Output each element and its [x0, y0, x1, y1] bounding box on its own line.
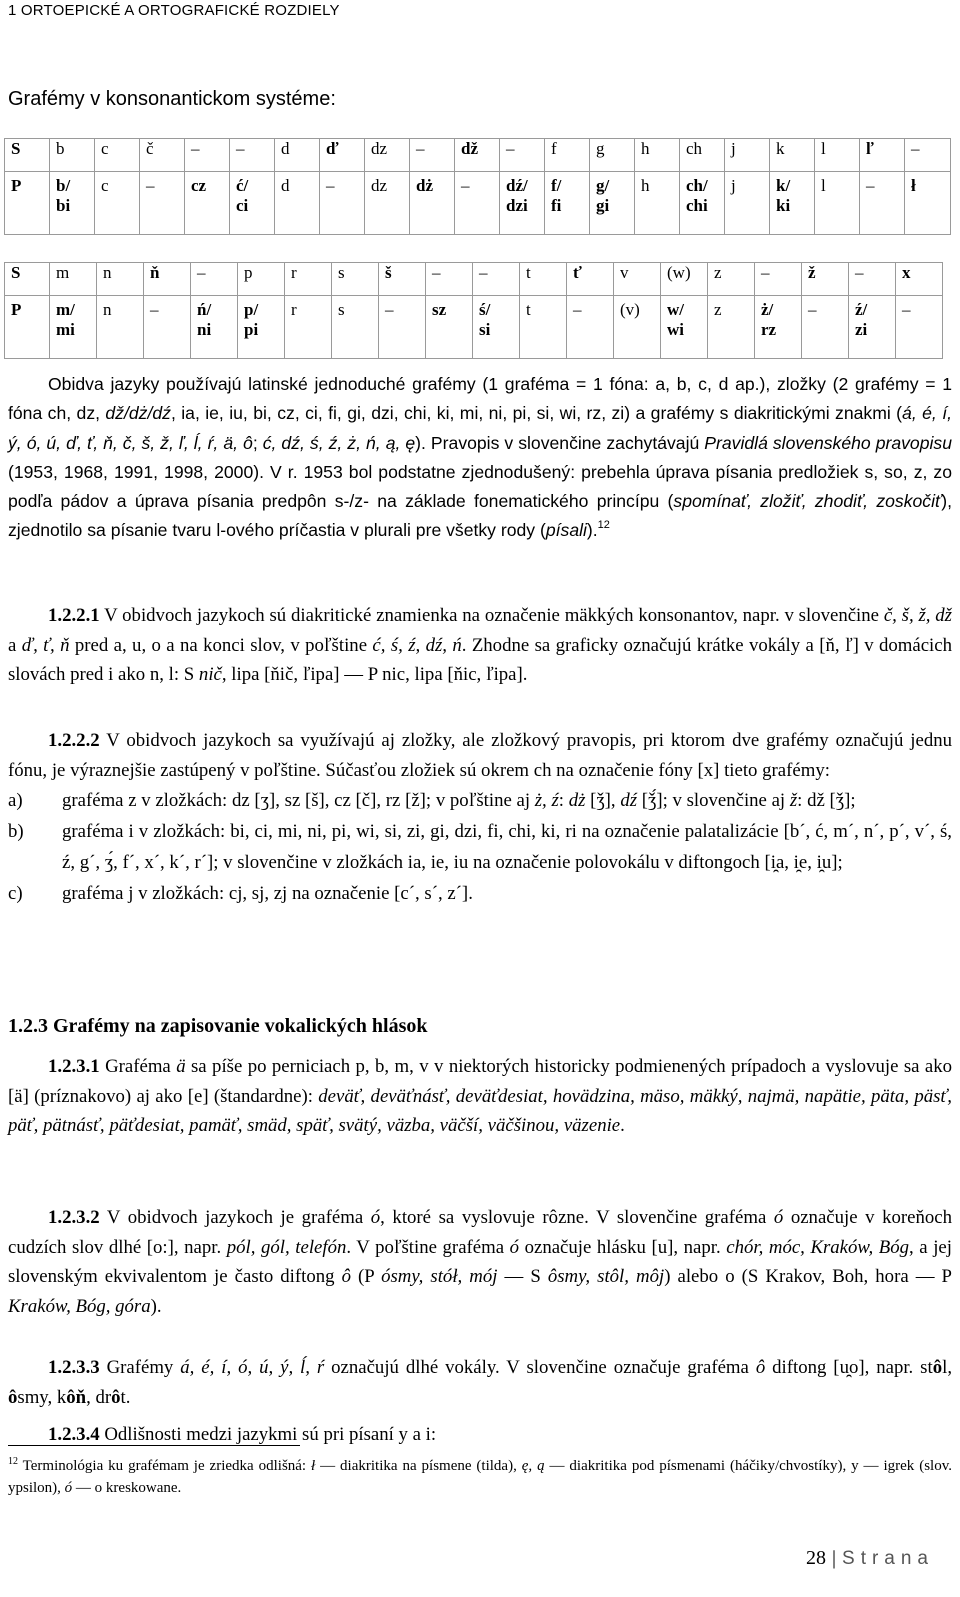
list-marker: b) [8, 821, 24, 842]
table2-p-row [5, 296, 943, 359]
text-run: graféma i v zložkách: bi, ci, mi, ni, pi, wi, si, zi, gi, dzi, fi, chi, ki, ri na označenie palatalizácie [b´, ć, m´, n´, p´, v´, ś, ź, g´, ʒ́, f´, x´, k´, r´]; v slovenčine v zložkách ia, ie, iu na označenie polovokálu v diftongoch [i̯a, i̯e, i̯u]; [62, 821, 952, 873]
text-run: — diakritika pod písmenami (háčiky/chvostíky), y — igrek (slov. ypsilon), [8, 1458, 952, 1496]
text-run: , dr [86, 1386, 112, 1408]
section-number: 1.2.3.3 [48, 1357, 100, 1378]
table-cell: w/ wi [661, 296, 708, 359]
table-cell: dž [455, 139, 500, 172]
text-run: l, [942, 1357, 953, 1378]
text-run: graféma j v zložkách: cj, sj, zj na označenie [c´, s´, z´]. [62, 883, 473, 904]
footer-label: Strana [842, 1548, 934, 1569]
table-cell: k/ ki [770, 172, 815, 235]
text-run: t. [120, 1386, 131, 1408]
table-cell: ź/ zi [849, 296, 896, 359]
text-run: označuje v koreňoch cudzích slov dlhé [o:], napr. [8, 1207, 952, 1258]
italic-run: č, š, ž, dž [883, 605, 952, 626]
table-cell: g [590, 139, 635, 172]
italic-run: ó [370, 1207, 381, 1228]
paragraph-text [8, 1203, 952, 1321]
table-cell: f [545, 139, 590, 172]
italic-run: ł [311, 1458, 316, 1474]
table-cell: f/ fi [545, 172, 590, 235]
table-cell: c [95, 139, 140, 172]
page-number: 28 [806, 1547, 826, 1569]
italic-run: ć, dź, ś, ź, ż, ń, ą, ę [262, 432, 416, 453]
table1-s-row [5, 139, 951, 172]
table-cell: P [5, 296, 50, 359]
italic-run: ó [64, 1480, 73, 1496]
table-cell: z [708, 296, 755, 359]
grapheme-table-1 [4, 138, 951, 235]
table-cell: dz [365, 139, 410, 172]
text-run: : [558, 790, 569, 811]
table-cell: ć/ ci [230, 172, 275, 235]
table-cell: š [379, 263, 426, 296]
text-run: pred a, u, o a na konci slov, v poľštine [69, 634, 373, 656]
text-run: . Zhodne sa graficky označujú krátke vokály a [ň, ľ] v domácich slovách pred i ako n, l: S [8, 634, 952, 685]
table-cell: ś/ si [473, 296, 520, 359]
section-1-2-3-2 [8, 1203, 952, 1321]
text-run: diftong [u̯o], napr. st [765, 1357, 933, 1378]
bold-run: ô [932, 1357, 943, 1378]
text-run: [ǯ́]; v slovenčine aj [637, 790, 790, 811]
table-cell: – [567, 296, 614, 359]
table-cell: ch [680, 139, 725, 172]
italic-run: ósmy, stół, mój [381, 1266, 498, 1287]
section-heading: Grafémy v konsonantickom systéme: [8, 88, 336, 110]
table-cell: dz [365, 172, 410, 235]
italic-run: spomínať, zložiť, zhodiť, zoskočiť [673, 491, 942, 512]
table-cell: ň [144, 263, 191, 296]
table1-p-row [5, 172, 951, 235]
italic-run: ó [773, 1207, 784, 1228]
text-run: , a jej slovenským ekvivalentom je často diftong [8, 1236, 952, 1287]
section-1-2-3-1 [8, 1052, 952, 1141]
table-cell: c [95, 172, 140, 235]
table-cell: ľ [860, 139, 905, 172]
table-cell: – [379, 296, 426, 359]
table-cell: d [275, 139, 320, 172]
text-run: , ktoré sa vyslovuje rôzne. V slovenčine graféma [380, 1207, 774, 1228]
table-cell: j [725, 172, 770, 235]
italic-run: dż [568, 790, 586, 811]
italic-run: Kraków, Bóg, góra [8, 1295, 151, 1317]
footnote-number: 12 [8, 1456, 18, 1467]
table-cell: – [849, 263, 896, 296]
text-run: (1953, 1968, 1991, 1998, 2000). V r. 1953 bol podstatne zjednodušený: prebehla úprava písania predložiek s, so, z, zo podľa pádov a úprava písania predpôn s-/z- na základe fonematického princípu ( [8, 461, 952, 512]
italic-run: ó [509, 1236, 520, 1258]
paragraph-graphemes [8, 370, 952, 546]
list-item [8, 785, 952, 816]
table-cell: l [815, 139, 860, 172]
text-run: ). Pravopis v slovenčine zachytávajú [415, 432, 705, 453]
text-run: . V poľštine graféma [346, 1236, 510, 1258]
text-run: V obidvoch jazykoch sú diakritické znamienka na označenie mäkkých konsonantov, napr. v slovenčine [99, 605, 884, 626]
table-cell: (v) [614, 296, 661, 359]
table-cell: d [275, 172, 320, 235]
list-marker: a) [8, 790, 23, 811]
table-cell: – [230, 139, 275, 172]
italic-run: ę, ą [521, 1458, 545, 1474]
text-run: , ia, ie, iu, bi, cz, ci, fi, gi, dzi, chi, ki, mi, ni, pi, si, wi, rz, zi) a grafémy s diakritickými znakmi ( [170, 403, 903, 424]
section-number: 1.2.2.2 [48, 730, 100, 751]
table-cell: – [410, 139, 455, 172]
table-cell: – [905, 139, 951, 172]
text-run: graféma z v zložkách: dz [ʒ], sz [š], cz [č], rz [ž]; v poľštine aj [62, 790, 535, 811]
table-cell: – [500, 139, 545, 172]
table-cell: j [725, 139, 770, 172]
section-1-2-2-1 [8, 601, 952, 690]
table-cell: v [614, 263, 661, 296]
section-number: 1.2.3.4 [48, 1424, 100, 1445]
italic-run: pól, gól, telefón [226, 1236, 347, 1258]
table-cell: m/ mi [50, 296, 97, 359]
table-cell: h [635, 139, 680, 172]
table-cell: cz [185, 172, 230, 235]
italic-run: ä [176, 1056, 186, 1077]
table-cell: ł [905, 172, 951, 235]
italic-run: deväť, deväťnásť, deväťdesiat, hovädzina, mäso, mäkký, najmä, napätie, päta, päsť, päť, pätnásť, päťdesiat, pamäť, smäd, späť, svätý, väzba, väčší, väčšinou, väzenie [8, 1085, 953, 1136]
section-number: 1.2.2.1 [48, 605, 100, 626]
table-cell: – [140, 172, 185, 235]
table-cell: h [635, 172, 680, 235]
table-cell: r [285, 263, 332, 296]
bold-run: ô [111, 1386, 121, 1408]
italic-run: ô [341, 1266, 351, 1287]
italic-run: dź [620, 790, 638, 811]
table-cell: – [755, 263, 802, 296]
grapheme-table-2 [4, 262, 943, 359]
table-cell: ť [567, 263, 614, 296]
table-cell: dż [410, 172, 455, 235]
text-run: . [620, 1115, 625, 1136]
list-item [8, 816, 952, 878]
table-cell: ď [320, 139, 365, 172]
table-cell: b [50, 139, 95, 172]
table-cell: m [50, 263, 97, 296]
bold-run: ô [8, 1386, 18, 1408]
italic-run: ď, ť, ň [21, 634, 70, 656]
italic-run: písali [545, 520, 587, 541]
table-cell: – [455, 172, 500, 235]
italic-run: ž [789, 790, 798, 811]
footer-separator: | [832, 1547, 837, 1569]
italic-run: ć, ś, ź, dź, ń [372, 634, 462, 656]
text-run: Grafémy [99, 1357, 181, 1378]
text-run: ), zjednotilo sa písanie tvaru l-ového príčastia v plurali pre všetky rody ( [8, 491, 952, 541]
table-cell: – [320, 172, 365, 235]
table-cell: – [144, 296, 191, 359]
table-cell: g/ gi [590, 172, 635, 235]
running-head: 1 ORTOEPICKÉ A ORTOGRAFICKÉ ROZDIELY [8, 2, 340, 19]
table-cell: ch/ chi [680, 172, 725, 235]
text-run: [ǯ], [585, 790, 621, 811]
section-number: 1.2.3.1 [48, 1056, 100, 1077]
text-run: Obidva jazyky používajú latinské jednoduché grafémy (1 graféma = 1 fóna: a, b, c, d ap.), zložky (2 grafémy = 1 fóna ch, dz, [8, 374, 952, 424]
table-cell: P [5, 172, 50, 235]
table-cell: – [191, 263, 238, 296]
table-cell: – [185, 139, 230, 172]
table-cell: – [473, 263, 520, 296]
table-cell: k [770, 139, 815, 172]
italic-run: chór, móc, Kraków, Bóg [726, 1236, 910, 1258]
footnote-divider [8, 1445, 300, 1446]
italic-run: nič [198, 664, 222, 685]
text-run: V obidvoch jazykoch je graféma [99, 1207, 371, 1228]
text-run: Terminológia ku grafémam je zriedka odlišná: [18, 1458, 312, 1474]
text-run: ). [150, 1295, 162, 1317]
section-number: 1.2.3.2 [48, 1207, 100, 1228]
text-run: : dž [ǯ]; [797, 790, 856, 811]
table-cell: x [896, 263, 943, 296]
section-1-2-3-3 [8, 1353, 952, 1412]
text-run: V obidvoch jazykoch sa využívajú aj zložky, ale zložkový pravopis, pri ktorom dve grafémy označujú jednu fónu, je výraznejšie zastúpený v poľštine. Súčasťou zložiek sú okrem ch na označenie fóny [x] tieto grafémy: [8, 730, 952, 781]
text-run: označuje hlásku [u], napr. [519, 1236, 727, 1258]
text-run: — diakritika na písmene (tilda), [315, 1458, 522, 1474]
table-cell: t [520, 296, 567, 359]
table-cell: dź/ dzi [500, 172, 545, 235]
text-run: a [8, 634, 22, 656]
table-cell: t [520, 263, 567, 296]
text-run: , lipa [ňič, ľipa] — P nic, lipa [ňic, ľipa]. [221, 664, 528, 685]
table-cell: – [896, 296, 943, 359]
table-cell: s [332, 296, 379, 359]
text-run: (P [350, 1266, 382, 1287]
page-footer [806, 1547, 934, 1570]
text-run: Odlišnosti medzi jazykmi sú pri písaní y a i: [99, 1424, 437, 1445]
text-run: Graféma [99, 1056, 177, 1077]
section-1-2-2-2 [8, 726, 952, 909]
paragraph-text [8, 1353, 952, 1412]
table-cell: n [97, 296, 144, 359]
table-cell: S [5, 263, 50, 296]
paragraph-text [8, 726, 952, 785]
paragraph-text [8, 601, 952, 690]
list-item [8, 878, 952, 909]
table-cell: s [332, 263, 379, 296]
text-run: — o kreskowane. [72, 1480, 182, 1496]
text-run: ; [252, 432, 263, 453]
table-cell: S [5, 139, 50, 172]
text-run: sa píše po perniciach p, b, m, v v niektorých historicky podmienených prípadoch a vyslovuje sa ako [ä] (príznakovo) aj ako [e] (štandardne): [8, 1056, 952, 1107]
text-run: označujú dlhé vokály. V slovenčine označuje graféma [324, 1357, 756, 1378]
table-cell: č [140, 139, 185, 172]
table2-s-row [5, 263, 943, 296]
italic-run: á, é, í, ó, ú, ý, ĺ, ŕ [180, 1357, 325, 1378]
italic-run: ô [755, 1357, 766, 1378]
table-cell: z [708, 263, 755, 296]
table-cell: ń/ ni [191, 296, 238, 359]
table-cell: ž [802, 263, 849, 296]
paragraph-text [8, 370, 952, 546]
table-cell: p [238, 263, 285, 296]
table-cell: l [815, 172, 860, 235]
italic-run: á, é, í, ý, ó, ú, ď, ť, ň, č, š, ž, ľ, ĺ, ŕ, ä, ô [8, 403, 952, 453]
digraph-list [8, 785, 952, 909]
text-run: smy, k [17, 1386, 67, 1408]
text-run: ) alebo o (S Krakov, Boh, hora — P [664, 1266, 952, 1287]
table-cell: b/ bi [50, 172, 95, 235]
table-cell: – [426, 263, 473, 296]
italic-run: Pravidlá slovenského pravopisu [704, 432, 952, 453]
table-cell: r [285, 296, 332, 359]
table-cell: – [860, 172, 905, 235]
text-run: — S [497, 1266, 548, 1287]
italic-run: ż, ź [534, 790, 559, 811]
footnote [8, 1455, 952, 1499]
table-cell: n [97, 263, 144, 296]
table-cell: (w) [661, 263, 708, 296]
text-run: ). [586, 520, 598, 541]
footnote-ref: 12 [597, 519, 610, 532]
list-marker: c) [8, 883, 23, 904]
table-cell: sz [426, 296, 473, 359]
table-cell: ż/ rz [755, 296, 802, 359]
italic-run: ôsmy, stôl, môj [547, 1266, 665, 1287]
paragraph-text [8, 1052, 952, 1141]
italic-run: dž/dż/dź [105, 403, 171, 424]
bold-run: ôň [66, 1386, 87, 1408]
table-cell: p/ pi [238, 296, 285, 359]
table-cell: – [802, 296, 849, 359]
subsection-heading: 1.2.3 Grafémy na zapisovanie vokalických hlások [8, 1015, 428, 1037]
